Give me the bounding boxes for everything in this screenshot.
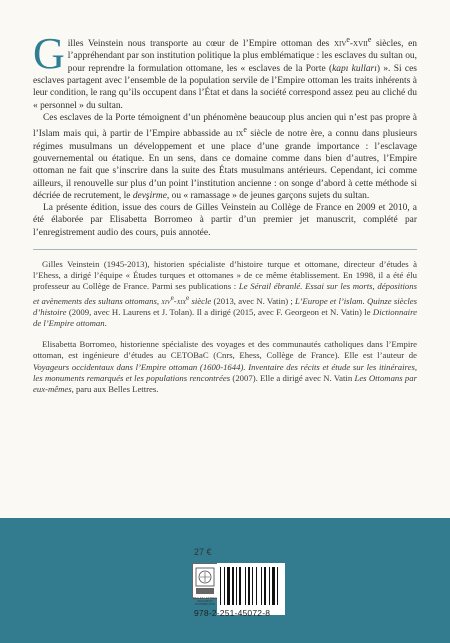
text-run: siècles, en l’appréhendant par son institution politique la plus emblématique : les esclaves du sultan ou, pour reprendre la formulation ottomane, les « esclaves de la Porte ( xyxy=(67,39,417,74)
text-run: Elisabetta Borromeo, historienne spécialiste des voyages et des communautés catholiques dans l’Empire ottoman, est ingénieure d’études au CETOBaC (Cnrs, Ehess, Collège de France). Elle est l’auteur de xyxy=(33,339,417,361)
century-numeral: ix xyxy=(235,129,244,140)
text-run: ) ». Si ces esclaves partagent avec l’ensemble de la population servile de l’Empire ottoman les traits inhérents à leur condition, le rang qu’ils occupent dans l’État et dans la société correspond assez peu au cliché du « personnel » du sultan. xyxy=(33,63,417,111)
superscript: e xyxy=(346,35,350,44)
price: 27 € xyxy=(194,547,212,557)
barcode-bar xyxy=(232,567,234,605)
author-bios xyxy=(33,249,417,395)
century-numeral: xvii xyxy=(353,39,368,50)
barcode-bar xyxy=(236,567,237,605)
logo-emblem-icon xyxy=(193,564,217,598)
superscript: e xyxy=(243,125,247,135)
isbn-number: 978-2-251-45072-8 xyxy=(194,608,271,618)
barcode-bars xyxy=(217,563,285,607)
text-run: - xyxy=(349,39,354,50)
content-area xyxy=(33,29,417,395)
book-title: Voyageurs occidentaux dans l’Empire ottoman (1600-1644). Inventaire des récits et étude sur les itinéraires, les monuments remarqués et les populations rencontrées xyxy=(33,361,417,383)
blurb xyxy=(33,29,417,239)
book-title: Dictionnaire de l’Empire ottoman xyxy=(33,306,417,328)
barcode-bar xyxy=(269,567,270,605)
italic-term: kapı kulları xyxy=(332,63,377,74)
bio-borromeo xyxy=(33,339,417,395)
barcode-bar xyxy=(227,567,230,605)
text-run: siècle de notre ère, a connu dans plusieurs régimes musulmans un développement et une place d’une grande importance : l’esclavage gouvernemental ou étatique. En un sens, dans ce domaine comme dans bien d’autres, l’Empire ottoman ne fait que s’inscrire dans la suite des États musulmans antérieurs. Cependant, ici comme ailleurs, il renouvelle sur plus d’un point l’institution ancienne : on songe d’abord à cette méthode si décriée de recrutement, le xyxy=(33,129,417,201)
logo-caption: BELLES LETTRES DIFFUSION DISTRIBUTION xyxy=(193,596,217,607)
book-title: Les Ottomans par eux-mêmes xyxy=(33,372,417,394)
superscript: e xyxy=(367,35,372,44)
barcode-bar xyxy=(220,567,221,605)
dropcap: G xyxy=(33,29,65,78)
barcode-bar xyxy=(248,567,250,605)
text-run: (2009, avec H. Laurens et J. Tolan). Il a dirigé (2015, avec F. Georgeon et N. Vatin) le xyxy=(66,306,373,317)
text-run: , paru aux Belles Lettres. xyxy=(71,383,159,394)
text-run: . xyxy=(104,317,107,328)
text-run: , ou « ramassage » de jeunes garçons sujets du sultan. xyxy=(166,190,370,201)
barcode-bar xyxy=(261,567,262,605)
text-run: illes Veinstein nous transporte au cœur de l’Empire ottoman des xyxy=(67,39,334,50)
barcode-bar xyxy=(277,567,278,605)
book-title: Le Sérail ébranlé. Essai sur les morts, dépositions et avènements des sultans ottomans, xyxy=(33,281,417,306)
book-title: siècle xyxy=(189,295,212,306)
superscript: e xyxy=(186,293,190,302)
century-numeral: xix xyxy=(176,295,187,306)
barcode-bar xyxy=(252,567,253,605)
bio-veinstein xyxy=(33,259,417,329)
barcode-bar xyxy=(239,567,241,605)
barcode-bar xyxy=(224,567,225,605)
book-title: L’Europe et l’islam. Quinze siècles d’histoire xyxy=(33,295,417,317)
century-numeral: xiv xyxy=(161,295,171,306)
blurb-paragraph-2 xyxy=(33,112,417,202)
barcode-bar xyxy=(264,567,266,605)
blurb-paragraph-1 xyxy=(33,29,417,112)
text-run: - xyxy=(173,295,177,306)
publisher-logo xyxy=(192,563,218,599)
text-run: Ces esclaves de la Porte témoignent d’un phénomène beaucoup plus ancien qui n’est pas propre à l’Islam mais qui, à partir de l’Empire abbasside au xyxy=(33,112,417,140)
superscript: e xyxy=(170,293,174,302)
text-run: Gilles Veinstein (1945-2013), historien spécialiste d’histoire turque et ottomane, directeur d’études à l’Ehess, a dirigé l’équipe « Études turques et ottomanes » de ce même établissement. En 1998, il a été élu professeur au Collège de France. Parmi ses publications : xyxy=(33,259,417,292)
italic-term: devşirme xyxy=(132,190,167,201)
text-run: (2007). Elle a dirigé avec N. Vatin xyxy=(230,372,355,383)
blurb-paragraph-3: La présente édition, issue des cours de Gilles Veinstein au Collège de France en 2009 et 2010, a été élaborée par Elisabetta Borromeo à partir d’un premier jet manuscrit, complété par l’enregistrement audio des cours, puis annotée. xyxy=(33,203,417,238)
text-run: (2013, avec N. Vatin) ; xyxy=(211,295,296,306)
barcode-bar xyxy=(256,567,257,605)
century-numeral: xiv xyxy=(333,39,347,50)
barcode-bar xyxy=(245,567,246,605)
barcode-bar xyxy=(272,567,275,605)
